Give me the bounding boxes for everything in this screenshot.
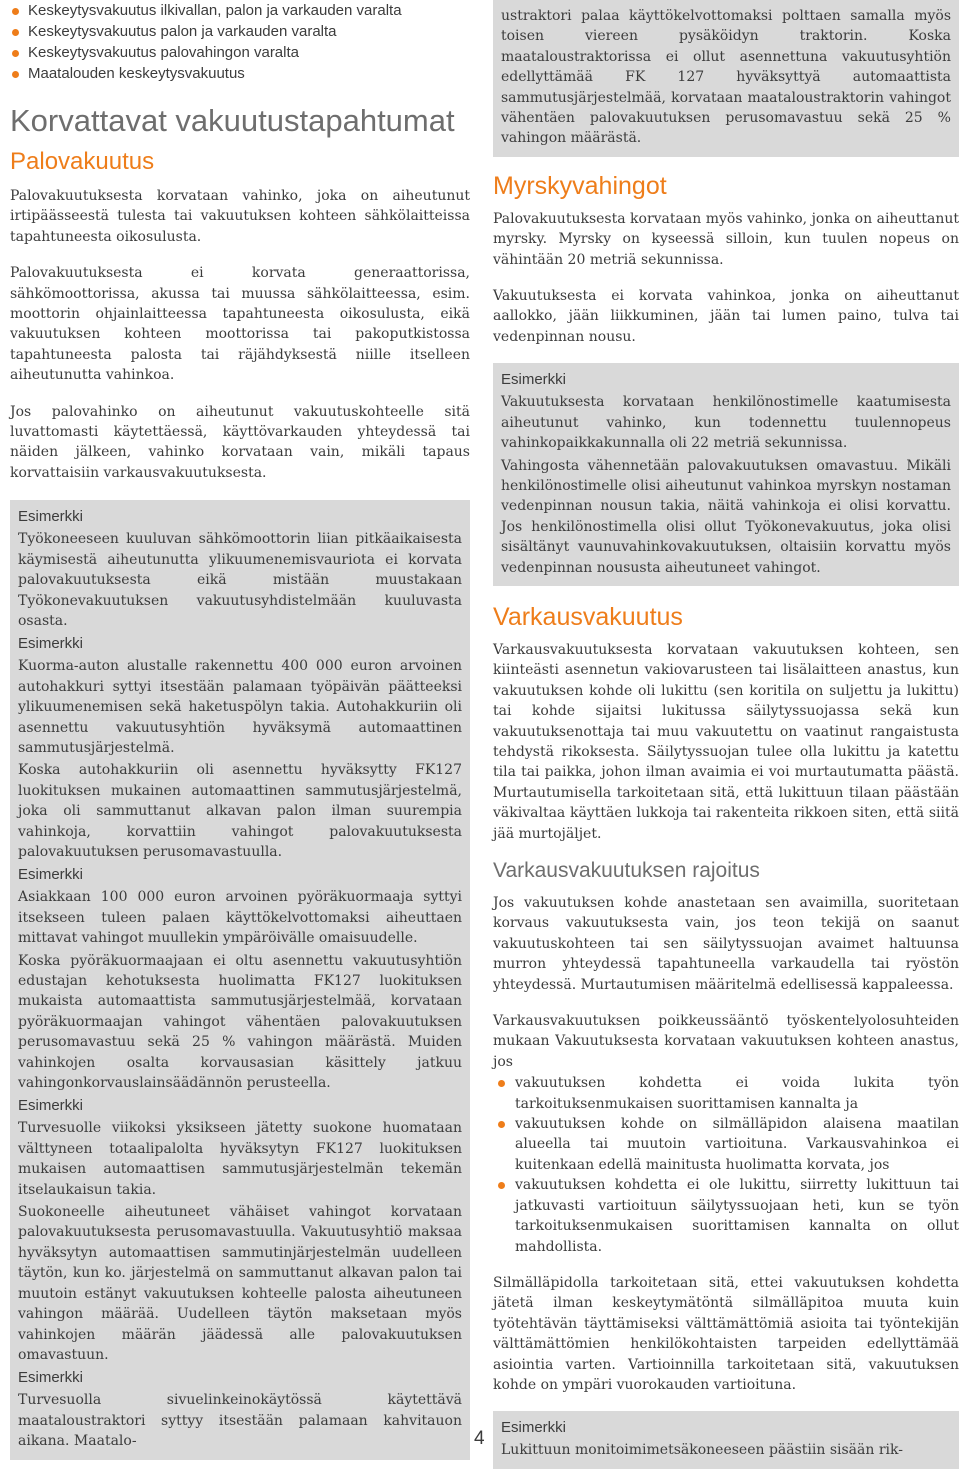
- example-text: Turvesuolla sivuelinkeinokäytössä käytettävä maataloustraktori syttyy itsestään palamaan kahvitauon aikana. Maatalo-: [18, 1392, 462, 1450]
- example-text: Suokoneelle aiheutuneet vähäiset vahingot korvataan palovakuutuksesta perusomavastuulla. Vakuutusyhtiö maksaa hyväksytyn automaattisen sammutinjärjestelmän uudelleen täytön, kun ko. järjestelmä on sammuttanut alkavan palon tai muutoin estänyt vakuutuksen kohteelle palosta aiheutuneen vahingon määrää. Uudelleen täytön maksetaan myös vahinkojen määrän jäädessä alle palovakuutuksen omavastuun.: [18, 1204, 462, 1363]
- example-label: Esimerkki: [18, 866, 84, 884]
- list-item: vakuutuksen kohdetta ei ole lukittu, siirretty lukittuun tai jatkuvasti vartioituun säilytyssuojaan heti, kun se työn tarkoituksenmukaisen suorittamisen kannalta on ollut mahdollista.: [493, 1175, 959, 1257]
- example-text: Vahingosta vähennetään palovakuutuksen omavastuu. Mikäli henkilönostimelle olisi aiheutunut vahinkoa myrskyn nostaman vedenpinnan nousun takia, näitä vahinkoja ei olisi korvattu. Jos henkilönostimella olisi ollut Työkonevakuutus, joka olisi sisältänyt vaunuvahinkovakuutuksen, oltaisiin korvattu myös vedenpinnan noususta aiheutuneet vahingot.: [501, 457, 951, 576]
- example-text: Koska pyöräkuormaajaan ei oltu asennettu vakuutusyhtiön edustajan kehotuksesta huolimatta FK127 luokituksen mukaista automaattista sammutusjärjestelmää, korvataan pyöräkuormaajan vahingot vähentäen palovakuutuksen perusomavastuu sekä 25 % vahingon määrästä. Muiden vahinkojen osalta korvausasian käsittely jatkuu vahingonkorvauslainsäädännön perusteella.: [18, 952, 462, 1092]
- example-box-continued: [493, 0, 959, 157]
- example-text: ustraktori palaa käyttökelvottomaksi polttaen samalla myös toisen viereen pysäköidyn traktorin. Koska maataloustraktorissa ei ollut asennettuna vakuutusyhtiön edellyttämää FK 127 hyväksyttyä automaattista sammutusjärjestelmää, korvataan maataloustraktorin vahingot vähentäen palovakuutuksen perusomavastuu sekä 25 % vahingon määrästä.: [501, 8, 951, 147]
- condition-list: [493, 1073, 959, 1257]
- list-item: vakuutuksen kohde on silmälläpidon alaisena maatilan alueella tai muutoin vartioituna. Varkausvahinkoa ei kuitenkaan edellä mainitusta huolimatta korvata, jos: [493, 1114, 959, 1175]
- list-item: Maatalouden keskeytysvakuutus: [10, 63, 470, 84]
- bullet-dot-icon: [12, 71, 19, 78]
- paragraph: Jos palovahinko on aiheutunut vakuutuskohteelle sitä luvattomasti käytettäessä, käyttövarkauden yhteydessä tai näiden jälkeen, vahinko korvataan vain, mikäli tapaus korvattaisiin varkausvakuutuksesta.: [10, 403, 470, 481]
- left-column: [10, 0, 470, 1460]
- example-text: Asiakkaan 100 000 euron arvoinen pyöräkuormaaja syttyi itsekseen tuleen palaen käyttökelvottomaksi aiheuttaen mittavat vahingot muullekin ympäröivälle omaisuudelle.: [18, 889, 462, 947]
- example-text: Kuorma-auton alustalle rakennettu 400 000 euron arvoinen autohakkuri syttyi itsestään palamaan työpäivän päätteeksi ylikuumenemisen sekä haketuspölyn takia. Autohakkuriin oli asennettu vakuutusyhtiön hyväksymä automaattinen sammutusjärjestelmä.: [18, 658, 462, 756]
- paragraph: Varkausvakuutuksesta korvataan vakuutuksen kohteen, sen kiinteästi asennetun vakiovarusteen tai lisälaitteen anastus, kun vakuutuksen kohde oli lukittu (sen koritila on suljettu ja lukittu) tai kohde sijaitsi lukitussa säilytyssuojassa sekä kun vakuutuksenottaja tai muu vakuutettu on vaatinut rangaistusta tehdystä rikoksesta. Säilytyssuojan tulee olla lukittu ja katettu tila tai paikka, johon ilman avaimia ei voi murtautumatta päästä. Murtautumisella tarkoitetaan sitä, että lukittuun tilaan päästään väkivaltaa käyttäen lukkoja tai rakenteita rikkoen siten, että siitä jää murtojäljet.: [493, 641, 959, 842]
- example-box: [10, 500, 470, 1459]
- example-box: [493, 363, 959, 586]
- right-column: [493, 0, 959, 1469]
- example-label: Esimerkki: [18, 1097, 84, 1115]
- bullet-dot-icon: [12, 29, 19, 36]
- paragraph: Palovakuutuksesta korvataan myös vahinko, jonka on aiheuttanut myrsky. Myrsky on kyseessä silloin, kun tuulen nopeus on vähintään 20 metriä sekunnissa.: [493, 210, 959, 268]
- paragraph: Silmälläpidolla tarkoitetaan sitä, ettei vakuutuksen kohdetta jätetä ilman keskeytymätöntä silmälläpitoa muuta kuin työtehtävän täyttämiseksi välttämättömiä asioita tai työntekijän välttämättömien henkilökohtaisten tarpeiden edellyttämää asiointia varten. Vartioinnilla tarkoitetaan sitä, vakuutuksen kohde on ympäri vuorokauden vartioituna.: [493, 1274, 959, 1393]
- page-number: 4: [474, 1428, 485, 1449]
- example-label: Esimerkki: [501, 371, 567, 389]
- list-item: vakuutuksen kohdetta ei voida lukita työn tarkoituksenmukaisen suorittamisen kannalta ja: [493, 1073, 959, 1114]
- example-text: Työkoneeseen kuuluvan sähkömoottorin liian pitkäaikaisesta käymisestä aiheutunutta ylikuumenemisvauriota ei korvata palovakuutuksesta eikä mistään muustakaan Työkonevakuutuksen vakuutusyhdistelmään kuuluvasta osasta.: [18, 531, 462, 629]
- example-label: Esimerkki: [18, 635, 84, 653]
- bullet-dot-icon: [12, 8, 19, 15]
- paragraph: Jos vakuutuksen kohde anastetaan sen avaimilla, suoritetaan korvaus vakuutuksesta vain, jos teon tekijä on saanut vakuutuskohteen tai sen säilytyssuojan avaimet haltuunsa murron yhteydessä tapahtuneella varkaudella tai ryöstön yhteydessä. Murtautumisen määritelmä edellisessä kappaleessa.: [493, 895, 959, 993]
- bullet-dot-icon: [498, 1182, 505, 1189]
- subsection-heading-myrsky: Myrskyvahingot: [493, 171, 667, 200]
- list-item: Keskeytysvakuutus ilkivallan, palon ja varkauden varalta: [10, 0, 470, 21]
- example-text: Lukittuun monitoimimetsäkoneeseen päästiin sisään rik-: [501, 1442, 903, 1459]
- example-label: Esimerkki: [18, 1369, 84, 1387]
- bullet-dot-icon: [498, 1121, 505, 1128]
- subsection-heading-palovakuutus: Palovakuutus: [10, 148, 155, 175]
- paragraph: Vakuutuksesta ei korvata vahinkoa, jonka on aiheuttanut aallokko, jään liikkuminen, jään tai lumen paino, tulva tai vedenpinnan nousu.: [493, 288, 959, 345]
- subsection-heading-varkaus: Varkausvakuutus: [493, 602, 683, 631]
- product-list: [10, 0, 470, 84]
- subsection-heading-rajoitus: Varkausvakuutuksen rajoitus: [493, 859, 760, 882]
- example-box: [493, 1411, 959, 1468]
- paragraph: Palovakuutuksesta ei korvata generaattorissa, sähkömoottorissa, akussa tai muussa sähkölaitteessa, esim. moottorin ohjainlaitteessa tapahtuneesta oikosulusta, eikä vakuutuksen kohteen moottorissa tai pakoputkistossa tapahtuneesta palosta tai räjähdyksestä niille itselleen aiheutunutta vahinkoa.: [10, 265, 470, 384]
- example-text: Turvesuolle viikoksi yksikseen jätetty suokone huomataan välttyneen totaalipalolta hyväksytyn FK127 luokituksen mukaisen automaattisen sammutusjärjestelmän tekemän itselaukaisun takia.: [18, 1120, 462, 1198]
- bullet-dot-icon: [498, 1080, 505, 1087]
- section-heading: Korvattavat vakuutustapahtumat: [10, 103, 455, 138]
- example-label: Esimerkki: [501, 1419, 567, 1437]
- example-label: Esimerkki: [18, 508, 84, 526]
- list-item: Keskeytysvakuutus palon ja varkauden varalta: [10, 21, 470, 42]
- paragraph: Varkausvakuutuksen poikkeussääntö työskentelyolosuhteiden mukaan Vakuutuksesta korvataan vakuutuksen kohteen anastus, jos: [493, 1013, 959, 1070]
- paragraph: Palovakuutuksesta korvataan vahinko, joka on aiheutunut irtipäässeestä tulesta tai vakuutuksen kohteen sähkölaitteissa tapahtuneesta oikosulusta.: [10, 188, 470, 245]
- example-text: Vakuutuksesta korvataan henkilönostimelle kaatumisesta aiheutunut vahinko, kun todennettu tuulennopeus vahinkopaikkakunnalla oli 22 metriä sekunnissa.: [501, 394, 951, 452]
- example-text: Koska autohakkuriin oli asennettu hyväksytty FK127 luokituksen mukainen automaattinen sammutusjärjestelmä, joka oli sammuttanut alkavan palon ilman suurempia vahinkoja, korvattiin vahingot palovakuutuksesta palovakuutuksen perusomavastuulla.: [18, 762, 462, 860]
- list-item: Keskeytysvakuutus palovahingon varalta: [10, 42, 470, 63]
- bullet-dot-icon: [12, 50, 19, 57]
